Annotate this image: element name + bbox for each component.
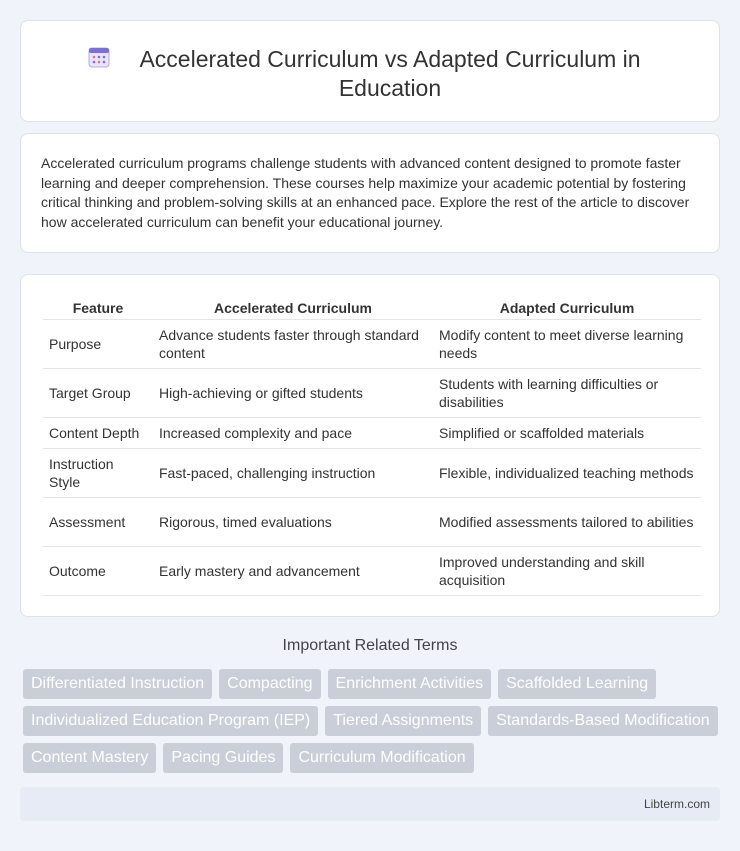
intro-paragraph: Accelerated curriculum programs challenge students with advanced content designed to promote faster learning and deeper comprehension. These courses help maximize your academic potential by fostering critical thinking and problem-solving skills at an enhanced pace. Explore the rest of the article to discover how accelerated curriculum can benefit your educational journey. <box>41 155 690 230</box>
footer <box>20 787 720 821</box>
table-row <box>43 417 701 448</box>
table-cell: Outcome <box>43 546 153 595</box>
column-header: Feature <box>43 293 153 319</box>
comparison-table <box>43 293 701 596</box>
table-cell: Purpose <box>43 319 153 368</box>
related-terms-list <box>23 669 723 773</box>
table-cell: Rigorous, timed evaluations <box>153 497 433 546</box>
table-cell: Instruction Style <box>43 448 153 497</box>
table-row <box>43 546 701 595</box>
table-header-row <box>43 293 701 319</box>
title-card <box>20 20 720 122</box>
related-terms-title: Important Related Terms <box>282 637 458 654</box>
related-term-tag[interactable]: Individualized Education Program (IEP) <box>23 706 318 736</box>
related-term-tag[interactable]: Content Mastery <box>23 743 156 773</box>
column-header: Accelerated Curriculum <box>153 293 433 319</box>
related-term-tag[interactable]: Tiered Assignments <box>325 706 481 736</box>
table-row <box>43 319 701 368</box>
table-cell: Content Depth <box>43 417 153 448</box>
footer-site-link[interactable]: Libterm.com <box>643 797 710 811</box>
table-cell: Modified assessments tailored to abilities <box>433 497 701 546</box>
related-term-tag[interactable]: Standards-Based Modification <box>488 706 717 736</box>
table-cell: Assessment <box>43 497 153 546</box>
column-header: Adapted Curriculum <box>433 293 701 319</box>
table-cell: Flexible, individualized teaching methods <box>433 448 701 497</box>
related-term-tag[interactable]: Pacing Guides <box>163 743 283 773</box>
table-cell: Early mastery and advancement <box>153 546 433 595</box>
comparison-table-card <box>20 274 720 617</box>
table-cell: High-achieving or gifted students <box>153 368 433 417</box>
table-cell: Modify content to meet diverse learning needs <box>433 319 701 368</box>
related-term-tag[interactable]: Enrichment Activities <box>328 669 492 699</box>
page-title: Accelerated Curriculum vs Adapted Curriculum in Education <box>139 46 641 101</box>
table-row <box>43 497 701 546</box>
related-term-tag[interactable]: Scaffolded Learning <box>498 669 656 699</box>
table-row <box>43 368 701 417</box>
related-term-tag[interactable]: Curriculum Modification <box>290 743 473 773</box>
table-cell: Fast-paced, challenging instruction <box>153 448 433 497</box>
table-row <box>43 448 701 497</box>
related-term-tag[interactable]: Compacting <box>219 669 320 699</box>
related-term-tag[interactable]: Differentiated Instruction <box>23 669 212 699</box>
table-cell: Students with learning difficulties or disabilities <box>433 368 701 417</box>
table-cell: Simplified or scaffolded materials <box>433 417 701 448</box>
table-cell: Improved understanding and skill acquisition <box>433 546 701 595</box>
table-cell: Increased complexity and pace <box>153 417 433 448</box>
table-cell: Target Group <box>43 368 153 417</box>
intro-card <box>20 133 720 253</box>
table-cell: Advance students faster through standard content <box>153 319 433 368</box>
